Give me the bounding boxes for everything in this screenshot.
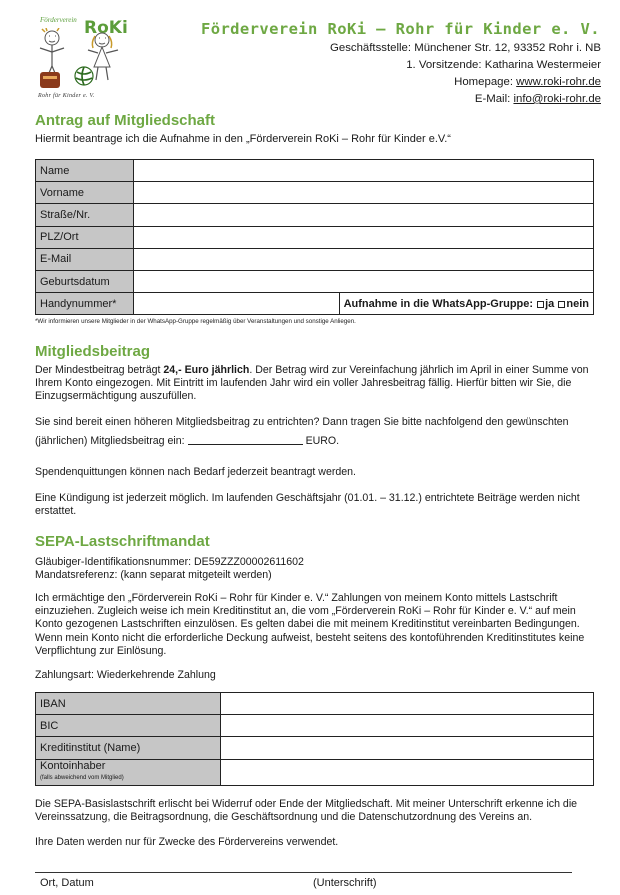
application-title: Antrag auf Mitgliedschaft xyxy=(35,112,216,129)
table-row xyxy=(36,715,594,737)
children-drawing-icon xyxy=(32,28,128,94)
whatsapp-footnote: *Wir informieren unsere Mitglieder in der WhatsApp-Gruppe regelmäßig über Veranstaltungen und sonstige Anliegen. xyxy=(35,318,356,325)
mandate-reference: Mandatsreferenz: (kann separat mitgeteilt werden) xyxy=(35,569,272,581)
field-label-bic: BIC xyxy=(36,715,221,737)
table-row xyxy=(36,160,594,182)
whatsapp-option xyxy=(339,293,593,315)
whatsapp-label: Aufnahme in die WhatsApp-Gruppe: xyxy=(343,297,534,310)
payment-type: Zahlungsart: Wiederkehrende Zahlung xyxy=(35,669,216,681)
plz-ort-input[interactable] xyxy=(134,226,594,248)
org-title: Förderverein RoKi – Rohr für Kinder e. V. xyxy=(200,20,600,38)
table-row xyxy=(36,248,594,270)
fee-paragraph xyxy=(35,364,600,404)
homepage-label: Homepage: xyxy=(454,76,517,88)
logo-name: RoKi xyxy=(84,18,128,38)
kontoinhaber-note: (falls abweichend vom Mitglied) xyxy=(40,775,124,782)
signature-label: (Unterschrift) xyxy=(313,877,377,889)
higher-fee-input[interactable] xyxy=(188,435,303,445)
kontoinhaber-label: Kontoinhaber xyxy=(40,760,106,773)
table-row xyxy=(36,737,594,759)
homepage-line xyxy=(454,76,601,88)
field-label-kontoinhaber xyxy=(36,759,221,785)
field-label-handynummer: Handynummer* xyxy=(36,293,134,315)
bank-data-table xyxy=(35,692,594,786)
higher-fee-line xyxy=(35,435,600,448)
email-input[interactable] xyxy=(134,248,594,270)
whatsapp-yes-checkbox[interactable] xyxy=(537,301,544,308)
whatsapp-no-checkbox[interactable] xyxy=(558,301,565,308)
fee-title: Mitgliedsbeitrag xyxy=(35,343,151,360)
fee-text-a: Der Mindestbeitrag beträgt xyxy=(35,364,164,376)
field-label-vorname: Vorname xyxy=(36,182,134,204)
table-row xyxy=(36,204,594,226)
table-row xyxy=(36,226,594,248)
field-label-iban: IBAN xyxy=(36,693,221,715)
sepa-authorization: Ich ermächtige den „Förderverein RoKi – Rohr für Kinder e. V.“ Zahlungen von meinem Konto mittels Lastschrift einzuziehen. Zugleich weise ich mein Kreditinstitut an, die vom „Förderverein RoKi – Rohr für Kinder e. V.“ auf mein Konto gezogenen Lastschriften einzulösen. Es gelten dabei die mit meinem Kreditinstitut vereinbarten Bedingungen. Wenn mein Konto nicht die erforderliche Deckung aufweist, besteht seitens des kontoführenden Kreditinstitutes keine Verpflichtung zur Einlösung. xyxy=(35,592,585,657)
sepa-expiry-note: Die SEPA-Basislastschrift erlischt bei Widerruf oder Ende der Mitgliedschaft. Mit meiner Unterschrift erkenne ich die Vereinssatzung, die Beitragsordnung, die Geschäftsordnung und die Datenschutzordnung des Vereins an. xyxy=(35,798,578,824)
table-row xyxy=(36,759,594,785)
address-line: Geschäftsstelle: Münchener Str. 12, 93352 Rohr i. NB xyxy=(330,42,601,54)
name-input[interactable] xyxy=(134,160,594,182)
creditor-id: Gläubiger-Identifikationsnummer: DE59ZZZ00002611602 xyxy=(35,556,304,568)
higher-fee-label: (jährlichen) Mitgliedsbeitrag ein: xyxy=(35,435,185,447)
field-label-name: Name xyxy=(36,160,134,182)
table-row xyxy=(36,270,594,292)
application-intro: Hiermit beantrage ich die Aufnahme in den „Förderverein RoKi – Rohr für Kinder e.V.“ xyxy=(35,133,451,145)
field-label-email: E-Mail xyxy=(36,248,134,270)
fee-amount: 24,- Euro jährlich xyxy=(163,364,250,376)
geburtsdatum-input[interactable] xyxy=(134,270,594,292)
higher-fee-unit: EURO. xyxy=(305,435,340,447)
iban-input[interactable] xyxy=(221,693,594,715)
logo-small-text: Förderverein xyxy=(40,16,77,24)
chair-line: 1. Vorsitzende: Katharina Westermeier xyxy=(406,59,601,71)
sepa-title: SEPA-Lastschriftmandat xyxy=(35,533,210,550)
email-label: E-Mail: xyxy=(474,93,514,105)
whatsapp-no-label: nein xyxy=(566,297,589,310)
email-line xyxy=(475,93,601,105)
handynummer-input[interactable] xyxy=(134,293,339,315)
cancellation-note: Eine Kündigung ist jederzeit möglich. Im laufenden Geschäftsjahr (01.01. – 31.12.) entrichtete Beiträge werden nicht erstattet. xyxy=(35,492,580,518)
place-date-label: Ort, Datum xyxy=(40,877,94,889)
kontoinhaber-input[interactable] xyxy=(221,759,594,785)
field-label-plz-ort: PLZ/Ort xyxy=(36,226,134,248)
email-link[interactable]: info@roki-rohr.de xyxy=(513,93,601,105)
table-row xyxy=(36,293,594,315)
vorname-input[interactable] xyxy=(134,182,594,204)
field-label-geburtsdatum: Geburtsdatum xyxy=(36,270,134,292)
higher-fee-question: Sie sind bereit einen höheren Mitgliedsbeitrag zu entrichten? Dann tragen Sie bitte nachfolgend den gewünschten xyxy=(35,416,569,428)
kreditinstitut-input[interactable] xyxy=(221,737,594,759)
roki-logo xyxy=(32,14,128,106)
donation-receipt-note: Spendenquittungen können nach Bedarf jederzeit beantragt werden. xyxy=(35,466,356,478)
privacy-note: Ihre Daten werden nur für Zwecke des Fördervereins verwendet. xyxy=(35,836,339,848)
field-label-kreditinstitut: Kreditinstitut (Name) xyxy=(36,737,221,759)
fee-text-b: . Der Betrag wird zur Vereinfachung jährlich im April in einer Summe von Ihrem Konto eingezogen. Mit Eintritt im laufenden Jahr wird ein voller Jahresbeitrag fällig. Hierfür bitten wir Sie, die Einzugsermächtigung auszufüllen. xyxy=(35,364,589,403)
logo-sub-text: Rohr für Kinder e. V. xyxy=(38,93,95,99)
table-row xyxy=(36,182,594,204)
whatsapp-yes-label: ja xyxy=(545,297,555,310)
member-data-table xyxy=(35,159,594,315)
strasse-input[interactable] xyxy=(134,204,594,226)
homepage-link[interactable]: www.roki-rohr.de xyxy=(516,76,601,88)
table-row xyxy=(36,693,594,715)
bic-input[interactable] xyxy=(221,715,594,737)
field-label-strasse: Straße/Nr. xyxy=(36,204,134,226)
signature-line[interactable] xyxy=(35,872,572,873)
